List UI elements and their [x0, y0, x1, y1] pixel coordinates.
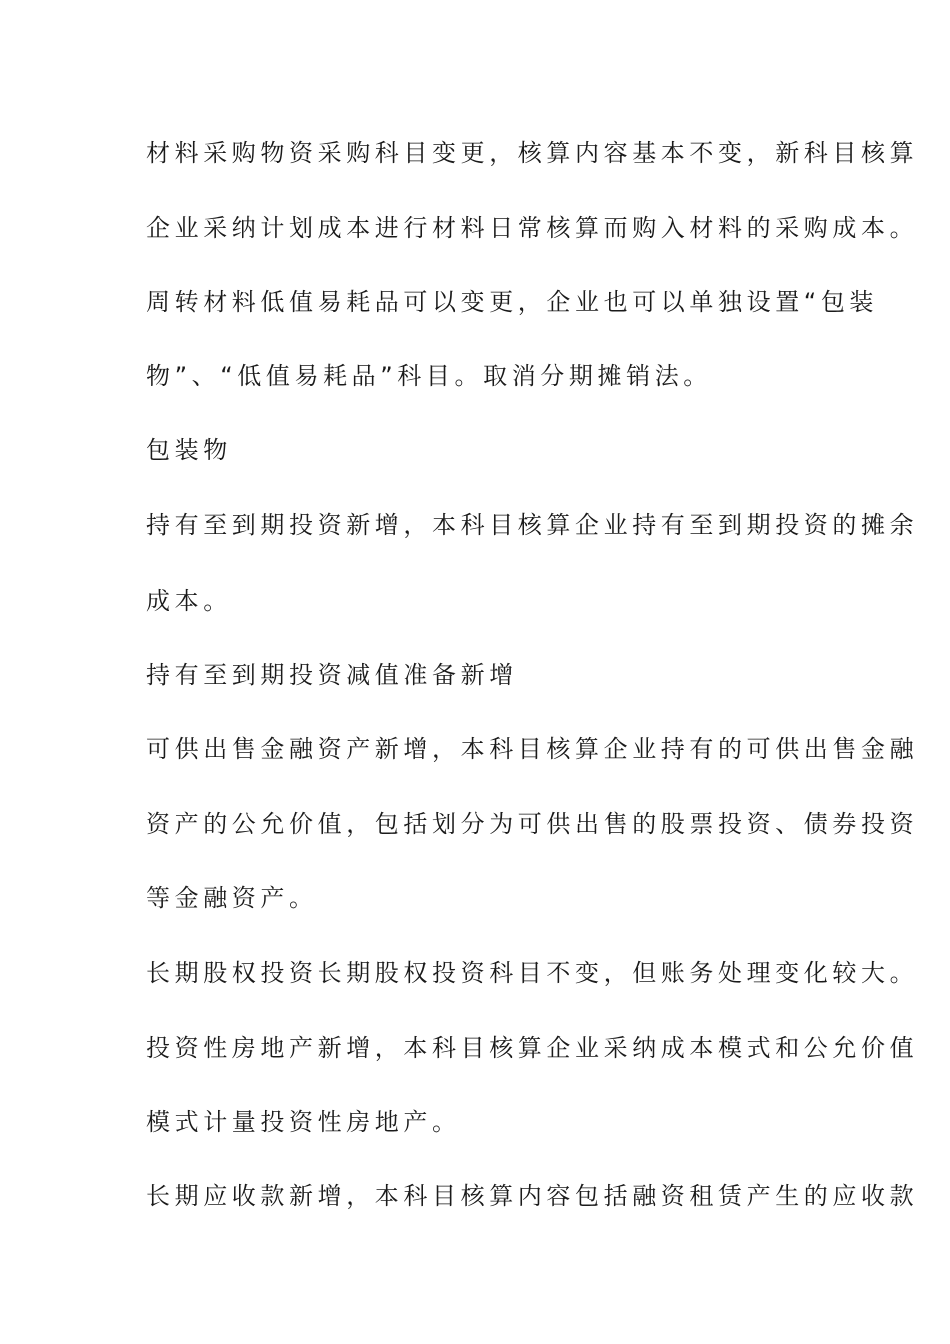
text-line: 等金融资产。 — [146, 884, 318, 912]
text-line: 可供出售金融资产新增，本科目核算企业持有的可供出售金融 — [146, 735, 919, 763]
text-line: 资产的公允价值，包括划分为可供出售的股票投资、债券投资 — [146, 810, 919, 838]
text-line: 投资性房地产新增，本科目核算企业采纳成本模式和公允价值 — [146, 1034, 919, 1062]
text-line: 长期应收款新增，本科目核算内容包括融资租赁产生的应收款 — [146, 1182, 919, 1210]
text-line: 材料采购物资采购科目变更，核算内容基本不变，新科目核算 — [146, 139, 919, 167]
text-line: 持有至到期投资减值准备新增 — [146, 661, 518, 689]
text-line: 持有至到期投资新增，本科目核算企业持有至到期投资的摊余 — [146, 511, 919, 539]
text-line: 模式计量投资性房地产。 — [146, 1108, 461, 1136]
text-line: 长期股权投资长期股权投资科目不变，但账务处理变化较大。 — [146, 959, 919, 987]
text-line: 成本。 — [146, 587, 232, 615]
text-line: 企业采纳计划成本进行材料日常核算而购入材料的采购成本。 — [146, 214, 919, 242]
text-line: 物”、“低值易耗品”科目。取消分期摊销法。 — [146, 362, 712, 390]
text-line: 包装物 — [146, 436, 232, 464]
text-line: 周转材料低值易耗品可以变更，企业也可以单独设置“包装 — [146, 288, 879, 316]
